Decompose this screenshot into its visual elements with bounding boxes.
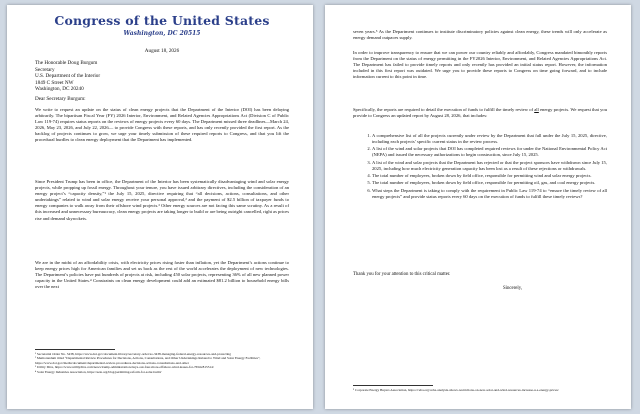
recipient-line: The Honorable Doug Burgum [35, 60, 98, 66]
request-item: 6. What steps the Department is taking to comply with the requirement in Public Law 119-74 to “ensure the timely review of all energy projects” and provide status reports every 60 days on the execution of funds to fulfill these timely reviews? [372, 188, 607, 200]
letter-page-2 [325, 5, 631, 409]
request-list [363, 133, 607, 201]
para5-text: Specifically, the reports are required to detail the execution of funds to fulfill the timely review of [353, 107, 535, 112]
footnote: https://www.doi.gov/media/document/departmental-review-procedures-decisions-actions-consultations-and-other [35, 360, 189, 365]
request-item: 1. A comprehensive list of all the projects currently under review by the Department that fall under the July 15, 2025, directive, including each projects’ specific current status in the review process. [372, 133, 607, 145]
recipient-line: Washington, DC 20240 [35, 86, 84, 92]
body-paragraph-3: We are in the midst of an affordability crisis, with electricity prices rising faster than inflation, yet the Department’s actions continue to keep energy prices high for American families and set us back as the rest of the world accelerates the deployment of new technologies. The Department’s policies have put hundreds of projects at risk, including 450 solar projects, representing 36% of all new planned power capacity in the United States.⁴ Constraints on clean energy development could add an estimated $81.2 billion to household energy bills over the next [35, 260, 289, 290]
continuation-paragraph: seven years.⁵ As the Department continues to institute discriminatory policies against clean energy, these trends will only accelerate as energy demand outpaces supply. [353, 29, 607, 41]
body-paragraph-1: We write to request an update on the status of clean energy projects that the Department of the Interior (DOI) has been delaying arbitrarily. The bipartisan Fiscal Year (FY) 2026 Interior, Environment, and Related Agencies Appropriations Act (Division C of Public Law 119-74) requires status reports on the reviews of energy projects every 60 days. The Department missed three deadlines—March 24, 2026, May 23, 2026, and July 22, 2026— to provide Congress with these reports, and has only recently provided the first report. As the backlog of projects continues to grow, we urge your timely submission of these required reports to Congress, and that you lift the procedural hurdles to clean energy deployment that the Department has implemented. [35, 107, 289, 143]
footnotes [353, 388, 607, 392]
footnote-divider [35, 349, 115, 350]
recipient-line: Secretary [35, 66, 55, 73]
footnotes [35, 352, 289, 374]
recipient-line: 1849 C Street NW [35, 79, 74, 86]
closing-line: Sincerely, [503, 286, 523, 291]
request-item: 4. The total number of employees, broken down by field office, responsible for permitting wind and solar energy projects. [372, 173, 607, 179]
body-paragraph-2: Since President Trump has been in office, the Department of the Interior has been systematically disadvantaging wind and solar energy projects, while propping up fossil energy. Throughout your tenure, you have issued arbitrary directives, including the consideration of an energy project’s “capacity density,”¹ the July 15, 2025, directive requiring that “all decisions, actions, consultations, and other undertakings” related to wind and solar energy receive your personal approval,² and the payment of $2.5 billion of taxpayer funds to energy companies to walk away from their offshore wind projects.³ Other energy sources are not facing this same scrutiny. As a result of this increased and unnecessary bureaucracy, clean energy projects are taking longer to build or are being outright cancelled, right as prices rise and demand skyrockets. [35, 179, 289, 221]
body-paragraph-4: In order to improve transparency to ensure that we can power our country reliably and affordably, Congress mandated bimonthly reports from the Department on the status of energy permitting in the FY2026 Interior, Environment, and Related Agencies Appropriations Act. The Department has failed to provide timely reports and only recently has provided an initial status report. However, the information included in this first report was outdated. We urge you to provide these reports to Congress on time going forward, and to include information current to this point in time. [353, 50, 607, 80]
footnote: ⁵ Corporate Energy Buyers Association, https://ceba.org/ceba-analysis-shows-restrictions-on-new-solar-and-wind-resources-increase-u-s-energy-prices/ [353, 388, 559, 392]
request-item: 5. The total number of employees, broken down by field office, responsible for permitting oil, gas, and coal energy projects. [372, 180, 607, 186]
letterhead-title: Congress of the United States [54, 13, 270, 28]
salutation: Dear Secretary Burgum: [35, 96, 86, 102]
letter-page-1 [7, 5, 313, 409]
footnote: ⁴ Solar Energy Industries Association, https://seia.org/blog/permitting-reform-for-solar-build/ [35, 369, 162, 374]
request-item: 3. A list of the wind and solar projects that the Department has rejected or that the project sponsors have withdrawn since July 15, 2025, including how much electricity generation capacity has been lost as a result of these rejections or withdrawals. [372, 160, 607, 172]
letter-date: August 18, 2026 [144, 48, 180, 54]
recipient-address [35, 60, 100, 93]
para5-underlined: all [534, 107, 539, 112]
thanks-line: Thank you for your attention to this critical matter. [353, 272, 451, 277]
para5-text: energy projects. We request that you provide to Congress an updated report by August 28, 2026, that includes: [353, 107, 607, 119]
letterhead-subtitle: Washington, DC 20515 [123, 30, 201, 37]
request-item: 2. A list of the wind and solar projects that DOI has completed required reviews for under the National Environmental Policy Act (NEPA) and issued the necessary authorizations to begin construction, since July 15, 2025. [372, 146, 607, 158]
footnote: ² Memorandum titled “Departmental Review Procedures for Decisions, Actions, Consultations, and Other Undertakings Related to Wind and Solar Energy Facilities”, [35, 356, 261, 361]
body-paragraph-5 [353, 107, 607, 119]
footnote: ¹ Secretarial Order No. 3438, https://www.doi.gov/document-library/secretary-order/so-3438-managing-federal-energy-resources-and-protecting [35, 352, 231, 356]
footnote-divider [353, 385, 433, 386]
footnote: ³ Utility Dive, https://www.utilitydive.com/news/trump-administration-buys-out-four-more-offshore-wind-leases-for-765m/815514/ [35, 365, 214, 370]
recipient-line: U.S. Department of the Interior [35, 73, 101, 79]
